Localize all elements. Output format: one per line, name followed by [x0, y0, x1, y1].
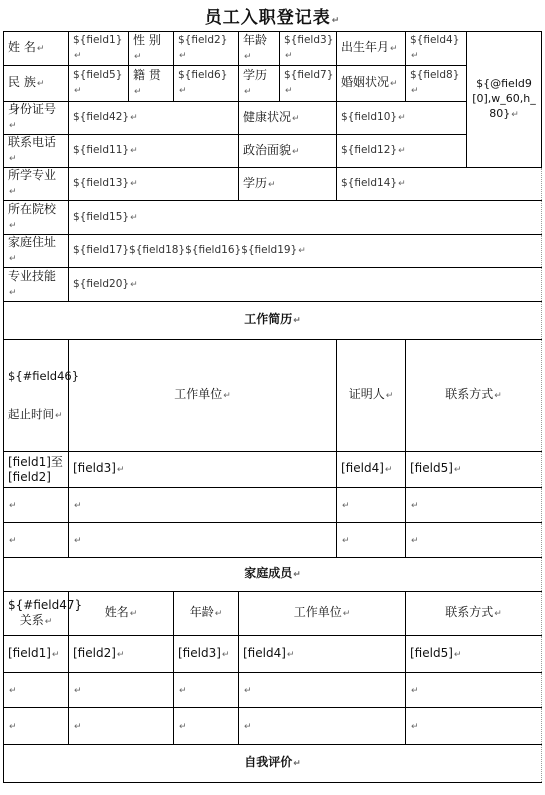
- age-field[interactable]: ${field3} ↵: [280, 32, 337, 66]
- family-empty-cell[interactable]: [4, 673, 69, 708]
- political-status-label: 政治面貌 ↵: [239, 135, 337, 168]
- family-empty-cell[interactable]: [406, 708, 542, 745]
- ethnic-field[interactable]: ${field5} ↵: [69, 66, 129, 102]
- ethnic-label: 民 族 ↵: [4, 66, 69, 102]
- family-company-header: 工作单位 ↵: [239, 592, 406, 636]
- family-empty-cell[interactable]: [174, 708, 239, 745]
- name-field[interactable]: ${field1} ↵: [69, 32, 129, 66]
- family-empty-cell[interactable]: [239, 673, 406, 708]
- work-empty-cell[interactable]: [4, 523, 69, 558]
- education-field[interactable]: ${field7} ↵: [280, 66, 337, 102]
- gender-field[interactable]: ${field2} ↵: [174, 32, 239, 66]
- family-relation-cell[interactable]: [field1] ↵: [4, 636, 69, 673]
- school-field[interactable]: ${field15} ↵: [69, 201, 542, 235]
- work-empty-cell[interactable]: [69, 488, 337, 523]
- native-place-field[interactable]: ${field6} ↵: [174, 66, 239, 102]
- gender-label: 性 别 ↵: [129, 32, 174, 66]
- photo-placeholder[interactable]: ${@field9[0],w_60,h_80} ↵: [467, 32, 542, 168]
- work-time-header: ${#field46}起止时间 ↵: [4, 340, 69, 452]
- family-empty-cell[interactable]: [69, 673, 174, 708]
- address-label: 家庭住址 ↵: [4, 235, 69, 268]
- family-relation-header: ${#field47}关系 ↵: [4, 592, 69, 636]
- skills-label: 专业技能 ↵: [4, 268, 69, 302]
- political-status-field[interactable]: ${field12} ↵: [337, 135, 467, 168]
- work-company-cell[interactable]: [field3] ↵: [69, 452, 337, 488]
- id-number-field[interactable]: ${field42} ↵: [69, 102, 239, 135]
- phone-field[interactable]: ${field11} ↵: [69, 135, 239, 168]
- work-contact-header: 联系方式 ↵: [406, 340, 542, 452]
- age-label: 年龄 ↵: [239, 32, 280, 66]
- family-empty-cell[interactable]: [69, 708, 174, 745]
- family-contact-cell[interactable]: [field5] ↵: [406, 636, 542, 673]
- family-empty-cell[interactable]: [174, 673, 239, 708]
- birth-field[interactable]: ${field4} ↵: [406, 32, 467, 66]
- family-age-cell[interactable]: [field3] ↵: [174, 636, 239, 673]
- id-number-label: 身份证号 ↵: [4, 102, 69, 135]
- address-field[interactable]: ${field17}${field18}${field16}${field19} ↵: [69, 235, 542, 268]
- family-name-cell[interactable]: [field2] ↵: [69, 636, 174, 673]
- skills-field[interactable]: ${field20} ↵: [69, 268, 542, 302]
- health-field[interactable]: ${field10} ↵: [337, 102, 467, 135]
- work-empty-cell[interactable]: [337, 488, 406, 523]
- degree-field[interactable]: ${field14} ↵: [337, 168, 542, 201]
- family-name-header: 姓名 ↵: [69, 592, 174, 636]
- degree-label: 学历 ↵: [239, 168, 337, 201]
- work-time-cell[interactable]: [field1]至[field2]: [4, 452, 69, 488]
- work-empty-cell[interactable]: [4, 488, 69, 523]
- marital-label: 婚姻状况 ↵: [337, 66, 406, 102]
- work-empty-cell[interactable]: [406, 523, 542, 558]
- family-empty-cell[interactable]: [239, 708, 406, 745]
- birth-label: 出生年月 ↵: [337, 32, 406, 66]
- major-label: 所学专业 ↵: [4, 168, 69, 201]
- family-empty-cell[interactable]: [406, 673, 542, 708]
- work-witness-header: 证明人 ↵: [337, 340, 406, 452]
- work-empty-cell[interactable]: [406, 488, 542, 523]
- work-company-header: 工作单位 ↵: [69, 340, 337, 452]
- marital-field[interactable]: ${field8} ↵: [406, 66, 467, 102]
- work-contact-cell[interactable]: [field5] ↵: [406, 452, 542, 488]
- phone-label: 联系电话 ↵: [4, 135, 69, 168]
- family-contact-header: 联系方式 ↵: [406, 592, 542, 636]
- family-age-header: 年龄 ↵: [174, 592, 239, 636]
- form-title: 员工入职登记表 ↵: [0, 3, 545, 28]
- family-company-cell[interactable]: [field4] ↵: [239, 636, 406, 673]
- school-label: 所在院校 ↵: [4, 201, 69, 235]
- work-witness-cell[interactable]: [field4] ↵: [337, 452, 406, 488]
- name-label: 姓 名 ↵: [4, 32, 69, 66]
- education-label: 学历 ↵: [239, 66, 280, 102]
- work-empty-cell[interactable]: [69, 523, 337, 558]
- work-empty-cell[interactable]: [337, 523, 406, 558]
- native-place-label: 籍 贯 ↵: [129, 66, 174, 102]
- self-evaluation-section-title: 自我评价 ↵: [4, 745, 542, 783]
- major-field[interactable]: ${field13} ↵: [69, 168, 239, 201]
- work-history-section-title: 工作简历 ↵: [4, 302, 542, 340]
- family-empty-cell[interactable]: [4, 708, 69, 745]
- health-label: 健康状况 ↵: [239, 102, 337, 135]
- registration-table: [3, 31, 542, 783]
- family-section-title: 家庭成员 ↵: [4, 558, 542, 592]
